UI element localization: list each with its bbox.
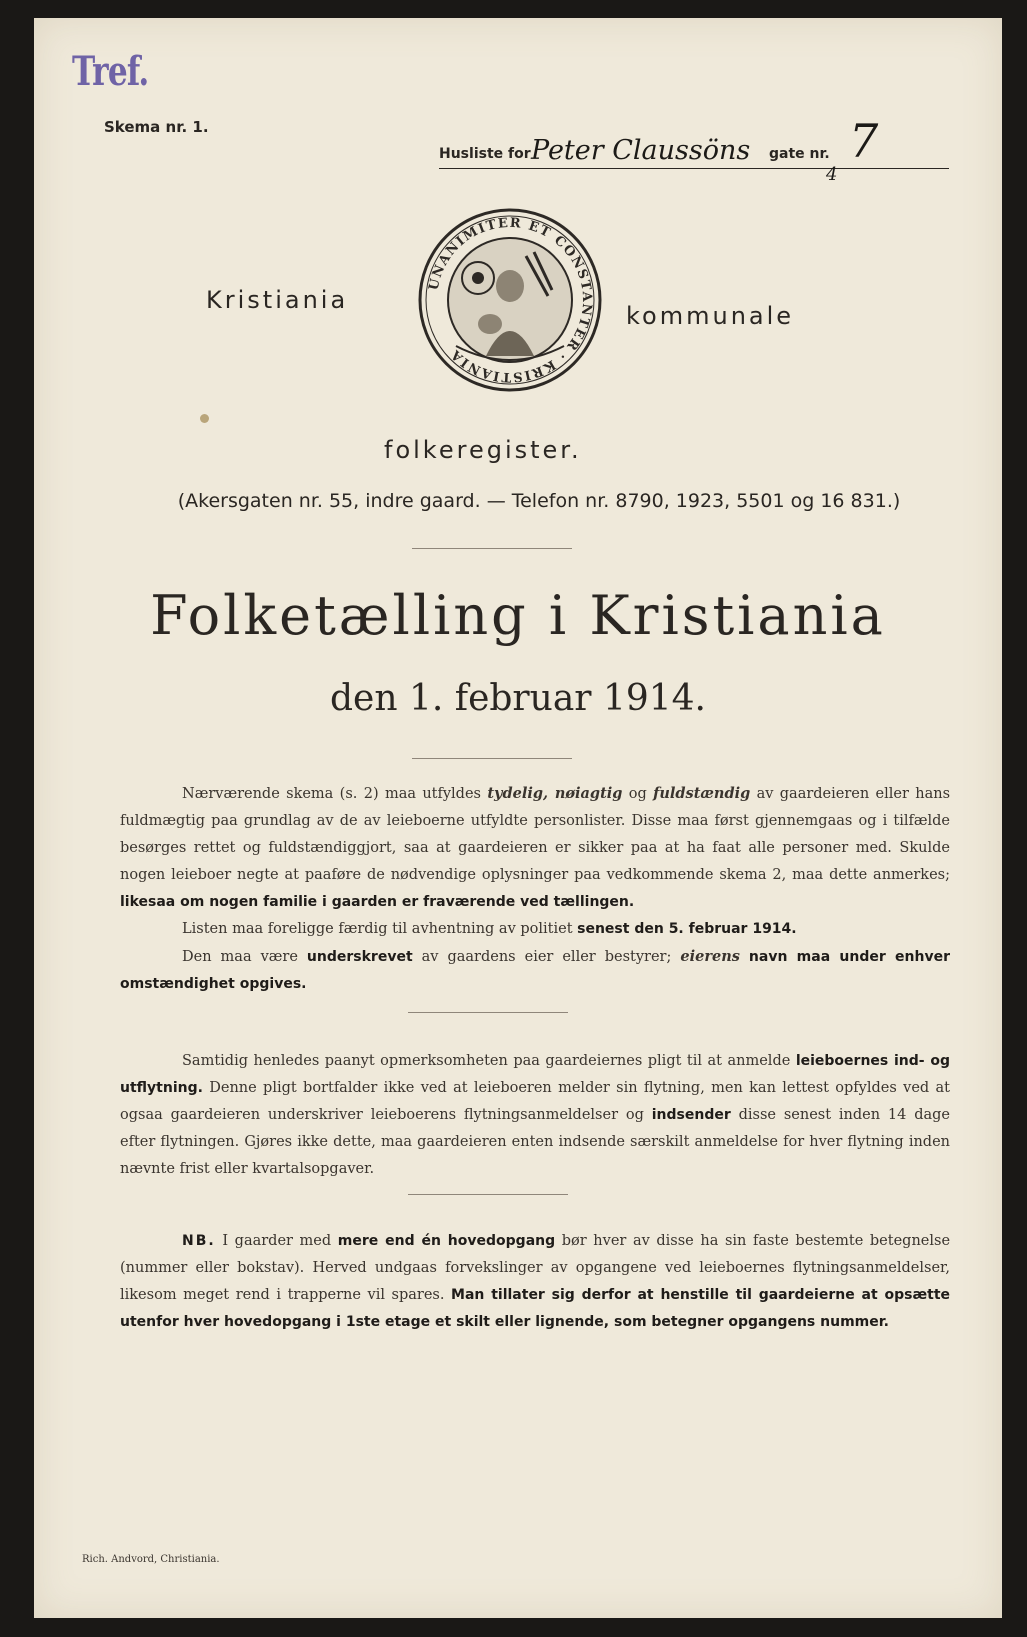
svg-text:UNANIMITER ET CONSTANTER · KRI: UNANIMITER ET CONSTANTER · KRISTIANIA — [426, 215, 595, 385]
printer-imprint: Rich. Andvord, Christiania. — [82, 1554, 220, 1565]
handwritten-number: 7 — [849, 114, 879, 168]
instruction-paragraph: Den maa være underskrevet av gaardens eier eller bestyrer; eierens navn maa under enhver omstændighet opgives. — [120, 948, 950, 992]
kristiania-seal-icon — [416, 206, 604, 394]
divider — [412, 758, 572, 759]
header-kristiania: Kristiania — [206, 286, 349, 314]
handwritten-street: Peter Claussöns — [531, 135, 751, 166]
instructions-block — [120, 780, 950, 998]
form-number: Skema nr. 1. — [104, 118, 209, 136]
instruction-paragraph: Listen maa foreligge færdig til avhentning av politiet senest den 5. februar 1914. — [182, 921, 797, 937]
paper-spot — [200, 414, 209, 423]
instruction-paragraph: Samtidig henledes paanyt opmerksomheten paa gaardeiernes pligt til at anmelde leieboernes ind- og utflytning. Denne pligt bortfalder ikke ved at leieboeren melder sin flytning, men kan lettest opfyldes ved at ogsaa gaardeieren underskriver leieboerens flytningsanmeldelser og indsender disse senest inden 14 dage efter flytningen. Gjøres ikke dette, maa gaardeieren enten indsende særskilt anmeldelse for hver flytning inden nævnte frist eller kvartalsopgaver. — [120, 1053, 951, 1177]
house-list-line — [439, 98, 949, 169]
divider — [408, 1194, 568, 1195]
moving-notice-block — [120, 1048, 950, 1183]
nb-notice-block — [120, 1228, 950, 1336]
document-date: den 1. februar 1914. — [329, 678, 706, 719]
header-folkeregister: folkeregister. — [384, 436, 582, 464]
house-list-label: Husliste for — [439, 146, 531, 162]
census-form-page — [34, 18, 1002, 1618]
header-kommunale: kommunale — [626, 302, 795, 330]
office-address: (Akersgaten nr. 55, indre gaard. — Telefon nr. 8790, 1923, 5501 og 16 831.) — [177, 490, 901, 512]
instruction-paragraph: NB. I gaarder med mere end én hovedopgang bør hver av disse ha sin faste bestemte betegnelse (nummer eller bokstav). Herved undgaas forvekslinger av opgangene ved leieboernes flytningsanmeldelser, likesom meget rend i trapperne vil spares. Man tillater sig derfor at henstille til gaardeierne at opsætte utenfor hver hovedopgang i 1ste etage et skilt eller lignende, som betegner opgangens nummer. — [120, 1233, 951, 1330]
divider — [412, 548, 572, 549]
gate-label: gate nr. — [769, 146, 830, 162]
document-title: Folketælling i Kristiania — [150, 584, 886, 647]
handwritten-sub-number: 4 — [826, 164, 838, 185]
tref-stamp: Tref. — [72, 48, 149, 95]
divider — [408, 1012, 568, 1013]
instruction-paragraph: Nærværende skema (s. 2) maa utfyldes tydelig, nøiagtig og fuldstændig av gaardeieren eller hans fuldmægtig paa grundlag av de av leieboerne utfyldte personlister. Disse maa først gjennemgaas og i tilfælde besørges rettet og fuldstændiggjort, saa at gaardeieren er sikker paa at ha faat alle personer med. Skulde nogen leieboer negte at paaføre de nødvendige oplysninger paa vedkommende skema 2, maa dette anmerkes; likesaa om nogen familie i gaarden er fraværende ved tællingen. — [120, 785, 951, 910]
